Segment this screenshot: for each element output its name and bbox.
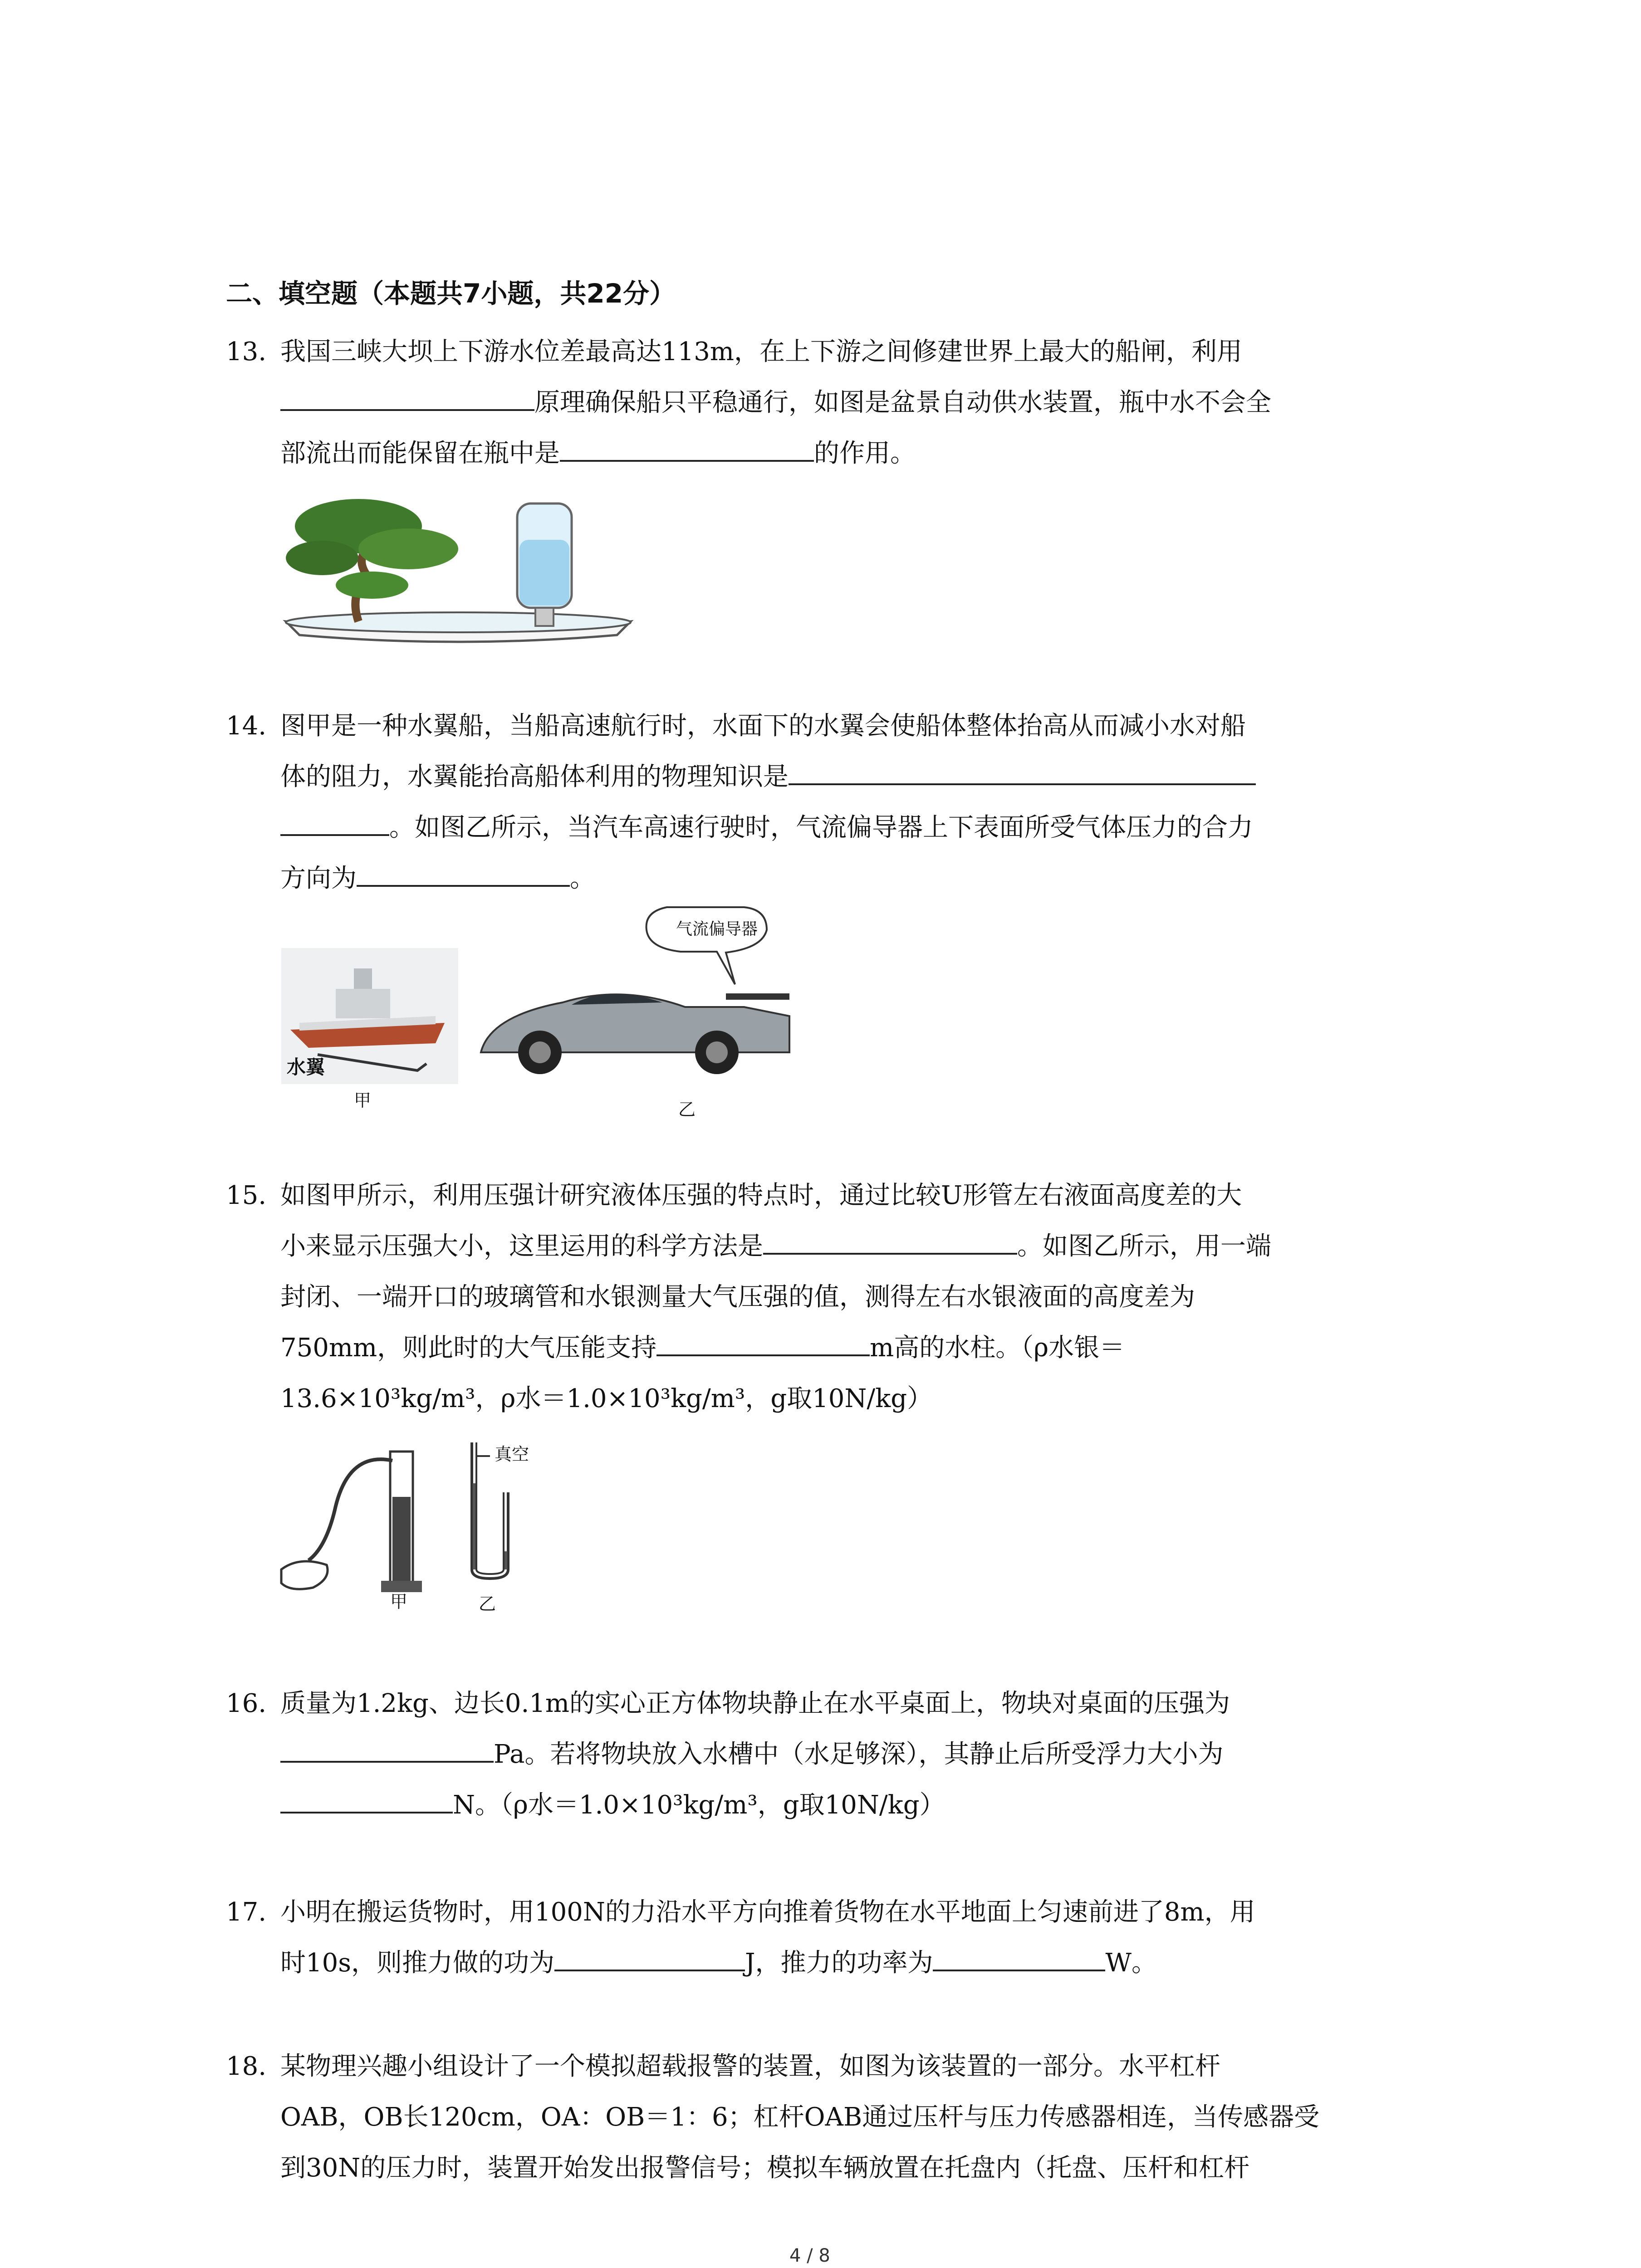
q15-line2a: 小来显示压强大小，这里运用的科学方法是 [280, 1232, 763, 1261]
q15-blank-2[interactable] [656, 1327, 870, 1356]
q15-line4b: m高的水柱。（ρ水银＝ [870, 1333, 1125, 1363]
bonsai-water-feeder-figure [281, 490, 635, 653]
q15-line5: 13.6×10³kg/m³，ρ水＝1.0×10³kg/m³，g取10N/kg） [280, 1384, 933, 1413]
q17-blank-2[interactable] [933, 1942, 1105, 1971]
vacuum-label: 真空 [495, 1444, 529, 1464]
q14-line3: 。如图乙所示，当汽车高速行驶时，气流偏导器上下表面所受气体压力的合力 [389, 813, 1253, 842]
q17-blank-1[interactable] [554, 1942, 745, 1971]
question-16 [226, 1678, 1451, 1831]
q13-line1: 我国三峡大坝上下游水位差最高达113m，在上下游之间修建世界上最大的船闸，利用 [280, 337, 1242, 367]
q15-line1: 如图甲所示，利用压强计研究液体压强的特点时，通过比较U形管左右液面高度差的大 [280, 1181, 1242, 1210]
section-title: 二、填空题（本题共7小题，共22分） [226, 278, 676, 309]
question-14 [226, 701, 1451, 904]
question-15 [226, 1170, 1451, 1424]
q17-line1: 小明在搬运货物时，用100N的力沿水平方向推着货物在水平地面上匀速前进了8m，用 [280, 1897, 1255, 1927]
q14-blank-2[interactable] [357, 858, 570, 887]
q17-line2c: W。 [1105, 1948, 1157, 1978]
q18-line3: 到30N的压力时，装置开始发出报警信号；模拟车辆放置在托盘内（托盘、压杆和杠杆 [280, 2153, 1250, 2183]
q16-line2: Pa。若将物块放入水槽中（水足够深），其静止后所受浮力大小为 [494, 1740, 1224, 1769]
question-number: 17. [226, 1897, 267, 1927]
q18-line2: OAB，OB长120cm，OA：OB＝1：6；杠杆OAB通过压杆与压力传感器相连，当传感器受 [280, 2102, 1320, 2132]
hydrofoil-label: 水翼 [287, 1056, 325, 1078]
q15-line4a: 750mm，则此时的大气压能支持 [280, 1333, 657, 1363]
q16-blank-1[interactable] [280, 1734, 494, 1763]
question-number: 15. [226, 1181, 267, 1210]
q14-line4b: 。 [570, 864, 595, 893]
question-17 [226, 1887, 1451, 1989]
q16-line1: 质量为1.2kg、边长0.1m的实心正方体物块静止在水平桌面上，物块对桌面的压强为 [280, 1689, 1230, 1718]
caption-jia: 甲 [354, 1090, 372, 1110]
page-number: 4 / 8 [789, 2245, 830, 2266]
question-18 [226, 2041, 1451, 2194]
q13-blank-2[interactable] [560, 433, 814, 462]
q14-line1: 图甲是一种水翼船，当船高速航行时，水面下的水翼会使船体整体抬高从而减小水对船 [280, 711, 1246, 741]
q14-blank-1-cont[interactable] [280, 807, 389, 836]
q17-line2a: 时10s，则推力做的功为 [280, 1948, 554, 1978]
caption-yi-15: 乙 [479, 1594, 496, 1614]
spoiler-label: 气流偏导器 [676, 920, 758, 938]
question-number: 14. [226, 711, 267, 741]
q14-line2: 体的阻力，水翼能抬高船体利用的物理知识是 [280, 762, 789, 792]
q15-blank-1[interactable] [763, 1226, 1017, 1255]
q15-line2b: 。如图乙所示，用一端 [1017, 1232, 1271, 1261]
q18-line1: 某物理兴趣小组设计了一个模拟超载报警的装置，如图为该装置的一部分。水平杠杆 [280, 2052, 1220, 2081]
question-number: 16. [226, 1689, 267, 1718]
q14-blank-1[interactable] [789, 756, 1256, 785]
question-number: 13. [226, 337, 267, 367]
question-13 [226, 327, 1451, 479]
q16-line3: N。（ρ水＝1.0×10³kg/m³，g取10N/kg） [453, 1790, 945, 1820]
q13-line2: 原理确保船只平稳通行，如图是盆景自动供水装置，瓶中水不会全 [534, 388, 1271, 417]
q16-blank-2[interactable] [280, 1784, 453, 1813]
q17-line2b: J，推力的功率为 [745, 1948, 933, 1978]
q13-blank-1[interactable] [280, 382, 534, 411]
q13-line3a: 部流出而能保留在瓶中是 [280, 439, 560, 468]
q15-line3: 封闭、一端开口的玻璃管和水银测量大气压强的值，测得左右水银液面的高度差为 [280, 1282, 1195, 1312]
caption-yi: 乙 [678, 1100, 696, 1119]
question-number: 18. [226, 2052, 267, 2081]
caption-jia-15: 甲 [390, 1592, 408, 1612]
pressure-gauge-figure [277, 1442, 426, 1606]
q14-line4a: 方向为 [280, 864, 357, 893]
q13-line3b: 的作用。 [814, 439, 916, 468]
